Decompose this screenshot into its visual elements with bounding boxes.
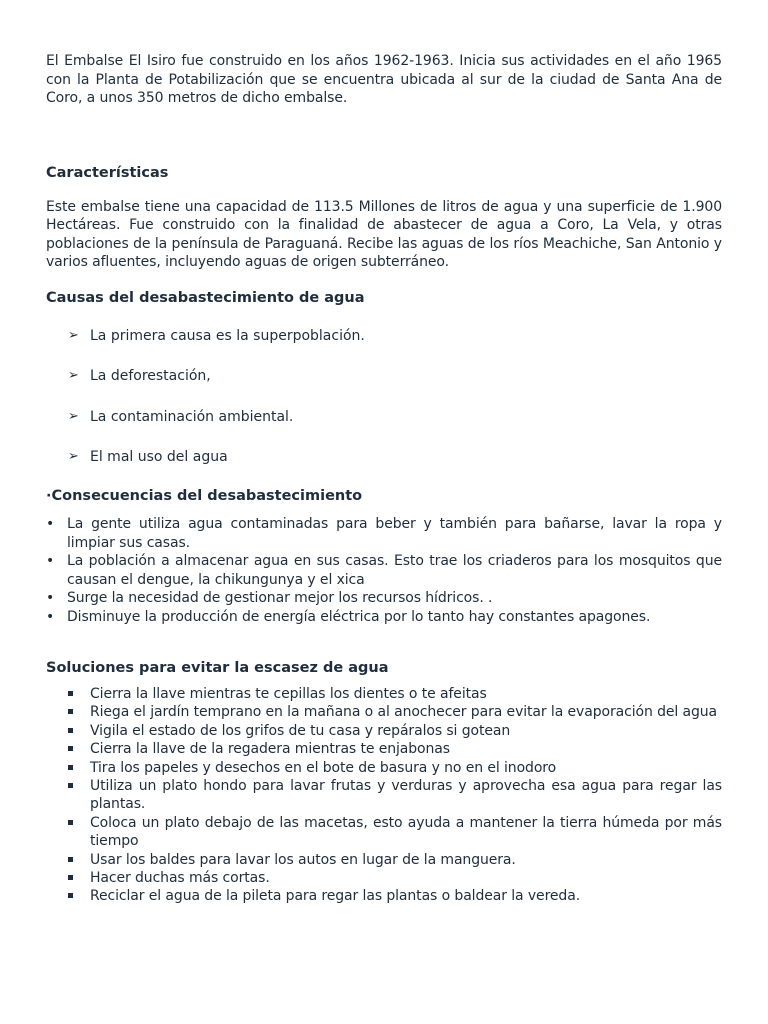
list-item: [46, 759, 722, 777]
list-item: [46, 608, 722, 627]
bullet-icon: •: [46, 553, 55, 569]
list-item: [46, 777, 722, 814]
bullet-icon: •: [46, 516, 55, 532]
causas-heading: Causas del desabastecimiento de agua: [46, 289, 365, 306]
list-item-text: Cierra la llave de la regadera mientras te enjabonas: [90, 741, 450, 758]
square-bullet-icon: [68, 875, 73, 880]
list-item-text: Riega el jardín temprano en la mañana o al anochecer para evitar la evaporación del agua: [90, 704, 718, 721]
list-item: [46, 685, 722, 703]
list-item-text: Surge la necesidad de gestionar mejor los recursos hídricos. .: [67, 590, 493, 606]
list-item-text: La gente utiliza agua contaminadas para beber y también para bañarse, lavar la ropa y limpiar sus casas.: [67, 516, 722, 551]
list-item: [46, 367, 722, 385]
list-item: [46, 408, 722, 426]
list-item: [46, 869, 722, 887]
list-item-text: Vigila el estado de los grifos de tu casa y repáralos si gotean: [90, 722, 511, 739]
intro-paragraph: El Embalse El Isiro fue construido en los años 1962-1963. Inicia sus actividades en el año 1965 con la Planta de Potabilización que se encuentra ubicada al sur de la ciudad de Santa Ana de Coro, a unos 350 metros de dicho embalse.: [46, 53, 722, 106]
list-item-text: Tira los papeles y desechos en el bote de basura y no en el inodoro: [90, 759, 557, 776]
list-item-text: Coloca un plato debajo de las macetas, esto ayuda a mantener la tierra húmeda por más tiempo: [90, 814, 722, 850]
list-item-text: La contaminación ambiental.: [90, 408, 294, 425]
list-item: [46, 740, 722, 758]
list-item: [46, 552, 722, 589]
list-item: [46, 887, 722, 905]
list-item: [46, 703, 722, 721]
arrow-bullet-icon: ➢: [68, 368, 79, 383]
list-item-text: El mal uso del agua: [90, 449, 228, 465]
square-bullet-icon: [68, 893, 73, 898]
square-bullet-icon: [68, 728, 73, 733]
list-item: [46, 851, 722, 869]
list-item-text: La población a almacenar agua en sus casas. Esto trae los criaderos para los mosquitos que causan el dengue, la chikungunya y el xica: [67, 553, 722, 588]
list-item-text: Cierra la llave mientras te cepillas los dientes o te afeitas: [90, 686, 487, 702]
list-item-text: La deforestación,: [90, 368, 211, 384]
arrow-bullet-icon: ➢: [68, 327, 79, 343]
arrow-bullet-icon: ➢: [68, 408, 79, 424]
list-item: [46, 327, 722, 345]
soluciones-list: [46, 685, 722, 906]
list-item-text: Utiliza un plato hondo para lavar frutas y verduras y aprovecha esa agua para regar las plantas.: [90, 778, 722, 813]
list-item: [46, 589, 722, 608]
caracteristicas-heading: Características: [46, 164, 169, 181]
square-bullet-icon: [68, 709, 73, 714]
list-item: [46, 722, 722, 740]
square-bullet-icon: [68, 746, 73, 751]
list-item-text: Usar los baldes para lavar los autos en lugar de la manguera.: [90, 851, 516, 868]
list-item: [46, 515, 722, 552]
consecuencias-heading: ·Consecuencias del desabastecimiento: [46, 488, 363, 504]
list-item-text: La primera causa es la superpoblación.: [90, 327, 365, 344]
causas-list: [46, 327, 722, 467]
soluciones-heading: Soluciones para evitar la escasez de agua: [46, 660, 389, 676]
square-bullet-icon: [68, 857, 73, 862]
list-item-text: Hacer duchas más cortas.: [90, 870, 270, 887]
document-page: [46, 52, 722, 906]
square-bullet-icon: [68, 765, 73, 770]
bullet-icon: •: [46, 608, 55, 625]
list-item: [46, 448, 722, 466]
bullet-icon: •: [46, 590, 55, 606]
square-bullet-icon: [68, 691, 73, 696]
caracteristicas-paragraph: Este embalse tiene una capacidad de 113.5 Millones de litros de agua y una superficie de 1.900 Hectáreas. Fue construido con la finalidad de abastecer de agua a Coro, La Vela, y otras poblaciones de la península de Paraguaná. Recibe las aguas de los ríos Meachiche, San Antonio y varios afluentes, incluyendo aguas de origen subterráneo.: [46, 198, 722, 270]
list-item: [46, 814, 722, 851]
arrow-bullet-icon: ➢: [68, 449, 79, 464]
consecuencias-list: [46, 515, 722, 626]
square-bullet-icon: [68, 783, 73, 788]
list-item-text: Disminuye la producción de energía eléctrica por lo tanto hay constantes apagones.: [67, 608, 651, 625]
list-item-text: Reciclar el agua de la pileta para regar las plantas o baldear la vereda.: [90, 888, 581, 905]
square-bullet-icon: [68, 820, 73, 825]
